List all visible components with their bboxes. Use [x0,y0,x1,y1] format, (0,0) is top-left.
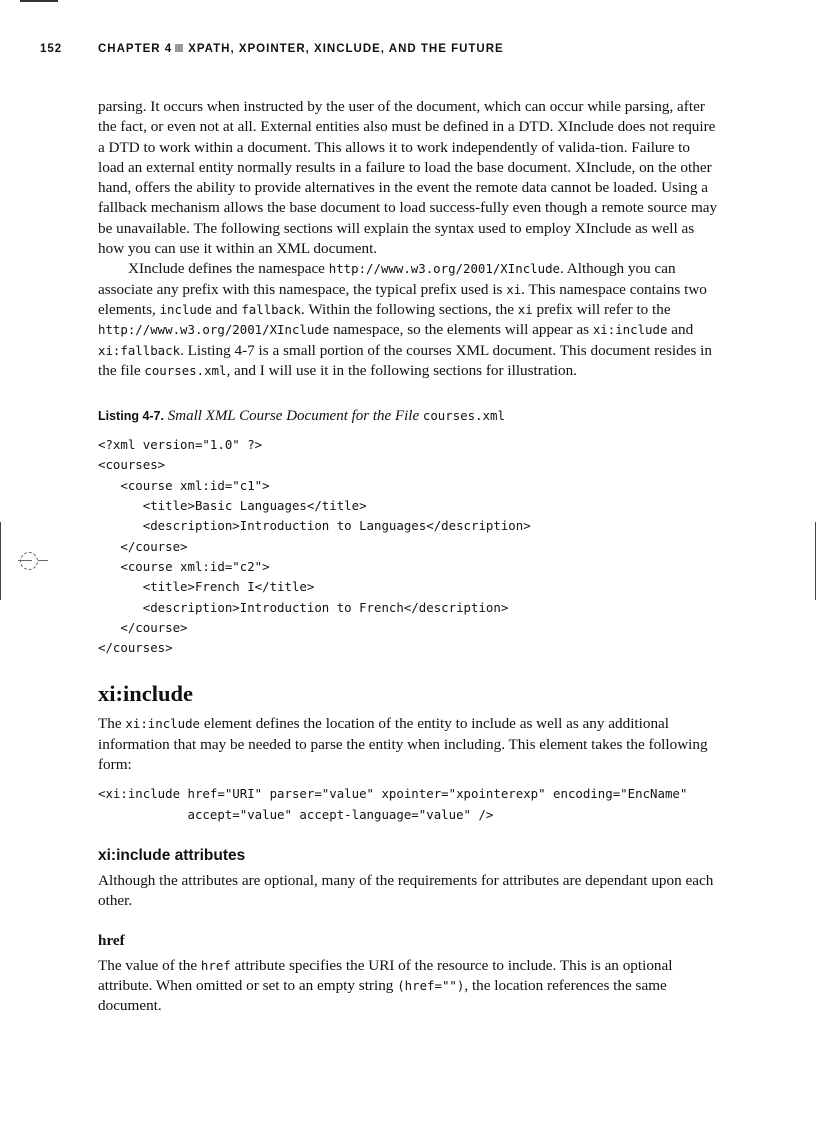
registration-mark-icon [20,552,38,570]
inline-code: xi [517,301,533,317]
chapter-title: XPATH, XPOINTER, XINCLUDE, AND THE FUTURE [188,43,504,55]
crop-line-left [0,522,1,600]
crop-dash [38,560,48,561]
crop-dash [18,560,32,561]
chapter-label: CHAPTER 4 [98,43,173,55]
subsection-heading-attributes: xi:include attributes [98,846,246,864]
paragraph-xi-include: The xi:include element defines the location of the entity to include as well as any additional information that may be needed to parse the entity when including. This element takes the following form: [98,715,708,774]
paragraph-namespace: XInclude defines the namespace http://www.w3.org/2001/XInclude. Although you can associate any prefix with this namespace, the typical prefix used is xi. This namespace contains two elements, include and fallback. Within the following sections, the xi prefix will refer to the http://www.w3.org/2001/XInclude namespace, so the elements will appear as xi:include and xi:fallback. Listing 4-7 is a small portion of the courses XML document. This document resides in the file courses.xml, and I will use it in the following sections for illustration. [98,260,712,379]
section-heading-xi-include: xi:include [98,681,194,707]
paragraph-attributes: Although the attributes are optional, many of the requirements for attributes are dependant upon each other. [98,871,714,910]
code-xi-include-form: <xi:include href="URI" parser="value" xpointer="xpointerexp" encoding="EncName" accept="value" accept-language="value" /> [98,786,688,822]
attribute-heading-href: href [98,931,125,949]
inline-code: xi [506,281,522,297]
inline-code: xi:include [125,716,201,732]
listing-label: Listing 4-7. [98,409,164,424]
running-head [98,43,504,55]
top-rule [20,0,58,2]
page-number: 152 [40,43,63,55]
paragraph-href: The value of the href attribute specifies the URI of the resource to include. This is an optional attribute. When omitted or set to an empty string (href=""), the location references the same document. [98,956,673,1015]
inline-code: http://www.w3.org/2001/XInclude [328,261,560,277]
inline-code: courses.xml [144,362,227,378]
square-bullet-icon [175,44,183,52]
inline-code: xi:include [592,322,668,338]
listing-title: Small XML Course Document for the File [167,408,420,425]
inline-code: (href="") [397,977,465,993]
inline-code: fallback [241,301,302,317]
paragraph-parsing: parsing. It occurs when instructed by the user of the document, which can occur while parsing, after the fact, or even not at all. External entities also must be defined in a DTD. XInclude does not require a DTD to work within a document. This allows it to work independently of valida-tion. Failure to load an external entity normally results in a failure to load the base document. XInclude, on the other hand, offers the ability to provide alternatives in the event the remote data cannot be loaded. Using a fallback mechanism allows the base document to load success-fully even though a remote source may be unavailable. The following sections will explain the syntax used to employ XInclude as well as how you can use it within an XML document. [98,98,718,258]
listing-filename: courses.xml [422,408,505,424]
code-listing-courses: <?xml version="1.0" ?> <courses> <course xml:id="c1"> <title>Basic Languages</title> <description>Introduction to Languages</description> </course> <course xml:id="c2"> <title>French I</title> <description>Introduction to French</description> </course> </courses> [98,437,531,656]
inline-code: include [159,301,212,317]
inline-code: href [200,957,231,973]
inline-code: xi:fallback [98,342,181,358]
page-content [98,97,718,1016]
listing-caption [98,408,718,425]
inline-code: http://www.w3.org/2001/XInclude [98,322,330,338]
